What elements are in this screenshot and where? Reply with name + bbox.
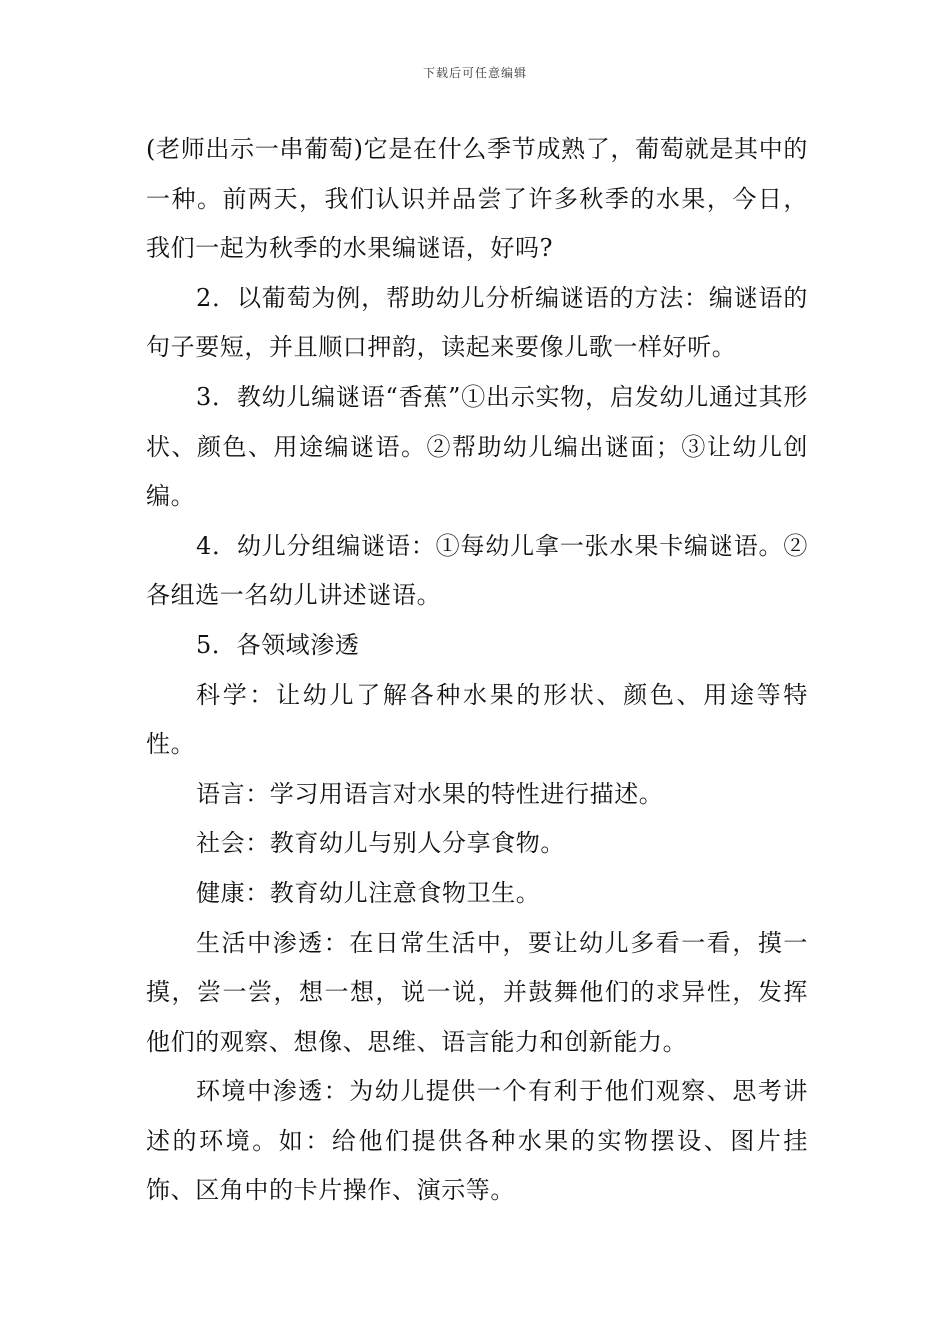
page-header: 下载后可任意编辑 — [422, 66, 527, 80]
paragraph-step-5: 5．各领域渗透 — [196, 630, 360, 659]
document-body — [146, 125, 808, 1216]
paragraph-society: 社会：教育幼儿与别人分享食物。 — [196, 829, 565, 858]
paragraph-environment: 环境中渗透：为幼儿提供一个有利于他们观察、思考讲述的环境。如：给他们提供各种水果的实物摆设、图片挂饰、区角中的卡片操作、演示等。 — [146, 1077, 808, 1205]
paragraph-health: 健康：教育幼儿注意食物卫生。 — [196, 878, 541, 907]
paragraph-step-2: 2．以葡萄为例，帮助幼儿分析编谜语的方法：编谜语的句子要短，并且顺口押韵，读起来要像儿歌一样好听。 — [146, 283, 808, 362]
paragraph-step-4: 4．幼儿分组编谜语：①每幼儿拿一张水果卡编谜语。②各组选一名幼儿讲述谜语。 — [146, 531, 808, 610]
paragraph-language: 语言：学习用语言对水果的特性进行描述。 — [196, 779, 664, 808]
paragraph-intro: (老师出示一串葡萄)它是在什么季节成熟了，葡萄就是其中的一种。前两天，我们认识并品尝了许多秋季的水果，今日，我们一起为秋季的水果编谜语，好吗? — [146, 135, 808, 263]
paragraph-science: 科学：让幼儿了解各种水果的形状、颜色、用途等特性。 — [146, 680, 808, 759]
paragraph-daily-life: 生活中渗透：在日常生活中，要让幼儿多看一看，摸一摸，尝一尝，想一想，说一说，并鼓舞他们的求异性，发挥他们的观察、想像、思维、语言能力和创新能力。 — [146, 928, 808, 1056]
paragraph-step-3: 3．教幼儿编谜语“香蕉”①出示实物，启发幼儿通过其形状、颜色、用途编谜语。②帮助幼儿编出谜面；③让幼儿创编。 — [146, 382, 808, 511]
